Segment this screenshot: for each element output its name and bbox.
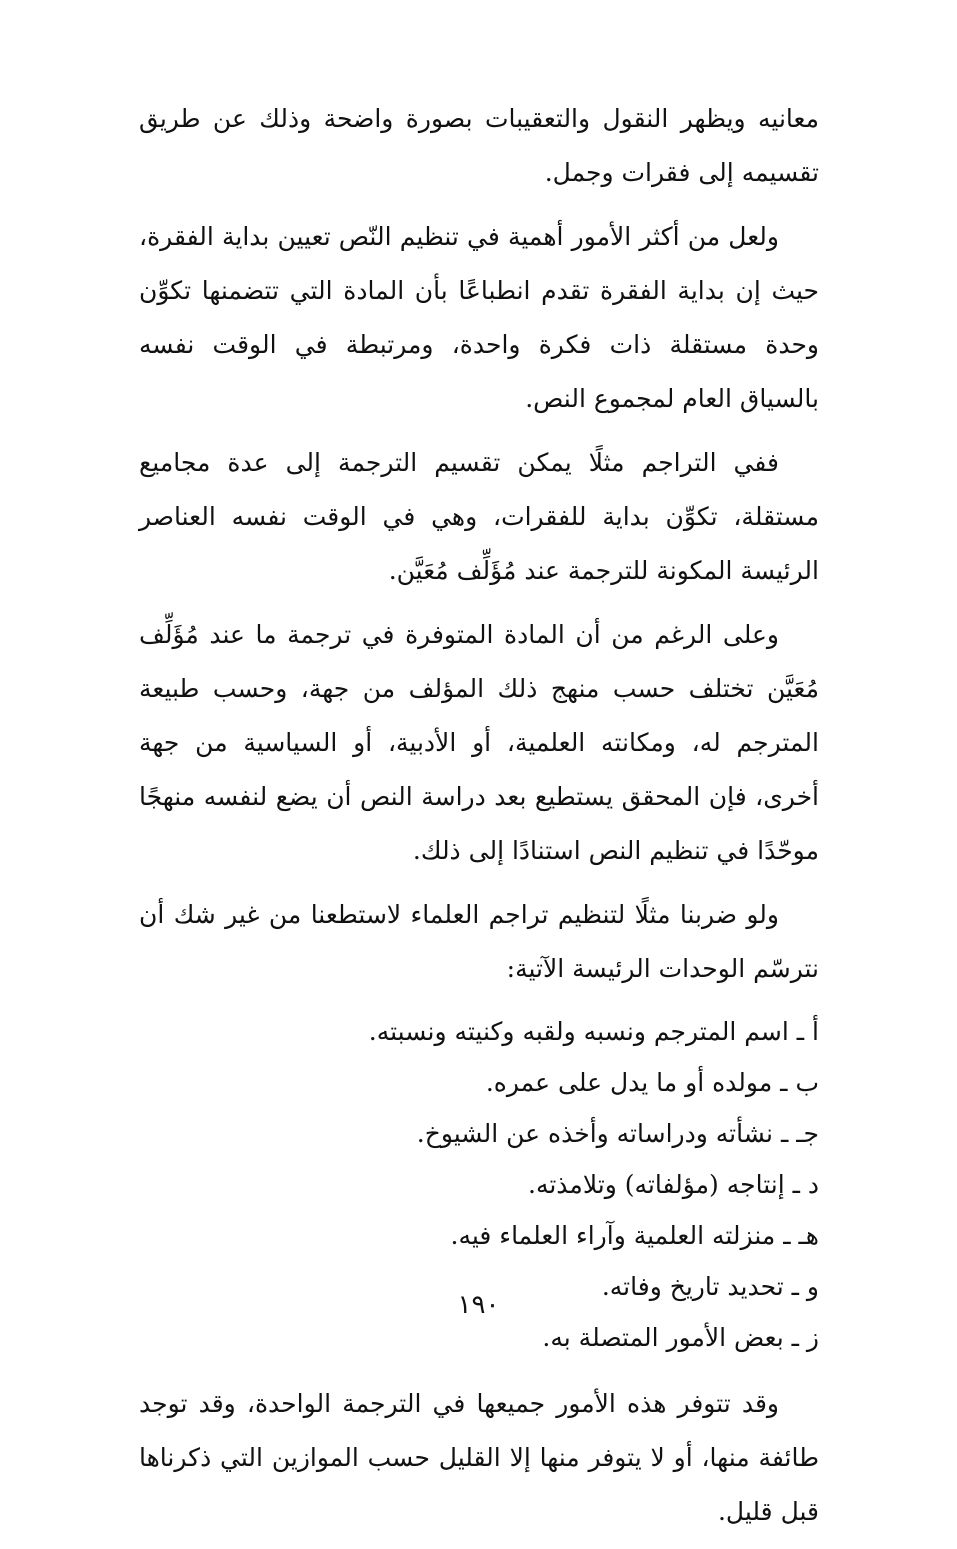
page-body — [139, 92, 819, 1549]
list-item: ب ـ مولده أو ما يدل على عمره. — [485, 1068, 819, 1097]
list-item: د ـ إنتاجه (مؤلفاته) وتلامذته. — [528, 1170, 819, 1199]
closing-paragraph: وقد تتوفر هذه الأمور جميعها في الترجمة الواحدة، وقد توجد طائفة منها، أو لا يتوفر منها إلا القليل حسب الموازين التي ذكرناها قبل قليل. — [139, 1389, 819, 1526]
list-item: هـ ـ منزلته العلمية وآراء العلماء فيه. — [450, 1221, 819, 1250]
paragraph-4: وعلى الرغم من أن المادة المتوفرة في ترجمة ما عند مُؤَلِّف مُعَيَّن تختلف حسب منهج ذلك المؤلف من جهة، وحسب طبيعة المترجم له، ومكانته العلمية، أو الأدبية، أو السياسية من جهة أخرى، فإن المحقق يستطيع بعد دراسة النص أن يضع لنفسه منهجًا موحّدًا في تنظيم النص استنادًا إلى ذلك. — [139, 620, 819, 865]
list-item: ز ـ بعض الأمور المتصلة به. — [542, 1323, 819, 1352]
paragraph-5: ولو ضربنا مثلًا لتنظيم تراجم العلماء لاستطعنا من غير شك أن نترسّم الوحدات الرئيسة الآتية: — [139, 900, 819, 983]
list-item: و ـ تحديد تاريخ وفاته. — [601, 1272, 819, 1301]
paragraph-3: ففي التراجم مثلًا يمكن تقسيم الترجمة إلى عدة مجاميع مستقلة، تكوِّن بداية للفقرات، وهي في الوقت نفسه العناصر الرئيسة المكونة للترجمة عند مُؤَلِّف مُعَيَّن. — [139, 448, 819, 585]
page-number: ١٩٠ — [457, 1290, 500, 1320]
list-item: أ ـ اسم المترجم ونسبه ولقبه وكنيته ونسبته. — [368, 1017, 819, 1046]
list-item: جـ ـ نشأته ودراساته وأخذه عن الشيوخ. — [416, 1119, 819, 1148]
paragraph-1: معانيه ويظهر النقول والتعقيبات بصورة واضحة وذلك عن طريق تقسيمه إلى فقرات وجمل. — [139, 104, 819, 187]
paragraph-2: ولعل من أكثر الأمور أهمية في تنظيم النّص تعيين بداية الفقرة، حيث إن بداية الفقرة تقدم انطباعًا بأن المادة التي تتضمنها تكوِّن وحدة مستقلة ذات فكرة واحدة، ومرتبطة في الوقت نفسه بالسياق العام لمجموع النص. — [139, 222, 819, 413]
